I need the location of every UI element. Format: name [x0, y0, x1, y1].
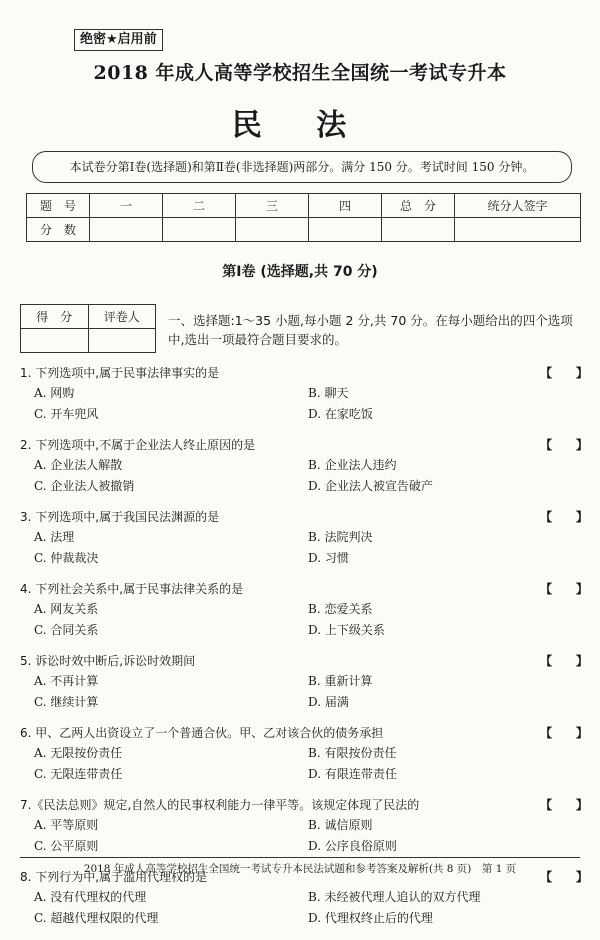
question — [0, 364, 600, 436]
score-table-cell: 总 分 — [382, 194, 455, 218]
exam-notice: 本试卷分第Ⅰ卷(选择题)和第Ⅱ卷(非选择题)两部分。满分 150 分。考试时间 150 分钟。 — [32, 151, 572, 183]
score-blank-cell[interactable] — [90, 218, 163, 242]
option-c: C. 超越代理权限的代理 — [34, 911, 159, 925]
option-c: C. 合同关系 — [34, 623, 99, 637]
option-b: B. 未经被代理人追认的双方代理 — [308, 890, 481, 904]
option-d: D. 届满 — [308, 695, 349, 709]
part-title: 第Ⅰ卷 (选择题,共 70 分) — [222, 264, 378, 280]
score-table-score-row — [27, 218, 581, 242]
score-table-cell: 三 — [236, 194, 309, 218]
question — [0, 436, 600, 508]
question-stem: 5. 诉讼时效中断后,诉讼时效期间 — [20, 654, 196, 668]
question — [0, 580, 600, 652]
score-blank-cell[interactable] — [309, 218, 382, 242]
question — [0, 508, 600, 580]
answer-bracket[interactable]: 【 】 — [540, 726, 589, 740]
option-a: A. 企业法人解散 — [34, 458, 123, 472]
score-table-cell: 二 — [163, 194, 236, 218]
score-table-cell: 四 — [309, 194, 382, 218]
option-a: A. 法理 — [34, 530, 75, 544]
option-b: B. 重新计算 — [308, 674, 373, 688]
section-instruction: 一、选择题:1～35 小题,每小题 2 分,共 70 分。在每小题给出的四个选项中,选出一项最符合题目要求的。 — [168, 313, 573, 347]
option-c: C. 无限连带责任 — [34, 767, 123, 781]
answer-bracket[interactable]: 【 】 — [540, 438, 589, 452]
score-table — [26, 193, 581, 242]
answer-bracket[interactable]: 【 】 — [540, 654, 589, 668]
option-a: A. 平等原则 — [34, 818, 99, 832]
option-d: D. 公序良俗原则 — [308, 839, 397, 853]
question-stem: 4. 下列社会关系中,属于民事法律关系的是 — [20, 582, 244, 596]
option-d: D. 企业法人被宣告破产 — [308, 479, 433, 493]
option-a: A. 网购 — [34, 386, 75, 400]
question — [0, 652, 600, 724]
question-stem: 6. 甲、乙两人出资设立了一个普通合伙。甲、乙对该合伙的债务承担 — [20, 726, 384, 740]
grader-blank-cell[interactable] — [21, 329, 89, 353]
score-table-cell: 分 数 — [27, 218, 90, 242]
confidential-label: 绝密★启用前 — [74, 29, 163, 51]
option-b: B. 法院判决 — [308, 530, 373, 544]
question-list — [0, 364, 600, 940]
question-stem: 7.《民法总则》规定,自然人的民事权利能力一律平等。该规定体现了民法的 — [20, 798, 420, 812]
question-stem: 2. 下列选项中,不属于企业法人终止原因的是 — [20, 438, 256, 452]
answer-bracket[interactable]: 【 】 — [540, 870, 589, 884]
option-a: A. 没有代理权的代理 — [34, 890, 147, 904]
option-a: A. 网友关系 — [34, 602, 99, 616]
question-stem: 8. 下列行为中,属于滥用代理权的是 — [20, 870, 208, 884]
question-stem: 1. 下列选项中,属于民事法律事实的是 — [20, 366, 220, 380]
score-blank-cell[interactable] — [455, 218, 581, 242]
score-table-cell: 统分人签字 — [455, 194, 581, 218]
score-blank-cell[interactable] — [236, 218, 309, 242]
option-c: C. 公平原则 — [34, 839, 99, 853]
answer-bracket[interactable]: 【 】 — [540, 798, 589, 812]
score-blank-cell[interactable] — [163, 218, 236, 242]
option-d: D. 有限连带责任 — [308, 767, 397, 781]
question-stem: 3. 下列选项中,属于我国民法渊源的是 — [20, 510, 220, 524]
grader-table — [20, 304, 156, 353]
option-d: D. 上下级关系 — [308, 623, 385, 637]
option-b: B. 诚信原则 — [308, 818, 373, 832]
option-c: C. 仲裁裁决 — [34, 551, 99, 565]
option-b: B. 企业法人违约 — [308, 458, 397, 472]
option-c: C. 企业法人被撤销 — [34, 479, 135, 493]
option-d: D. 习惯 — [308, 551, 349, 565]
option-b: B. 聊天 — [308, 386, 349, 400]
question — [0, 868, 600, 940]
page-footer: 2018 年成人高等学校招生全国统一考试专升本民法试题和参考答案及解析(共 8 页) 第 1 页 — [20, 857, 580, 876]
option-b: B. 恋爱关系 — [308, 602, 373, 616]
option-d: D. 在家吃饭 — [308, 407, 373, 421]
score-blank-cell[interactable] — [382, 218, 455, 242]
exam-title: 2018 年成人高等学校招生全国统一考试专升本 — [93, 62, 507, 84]
option-d: D. 代理权终止后的代理 — [308, 911, 433, 925]
subject-title: 民 法 — [231, 108, 369, 143]
score-table-cell: 一 — [90, 194, 163, 218]
grader-score-label: 得 分 — [21, 305, 89, 329]
answer-bracket[interactable]: 【 】 — [540, 366, 589, 380]
answer-bracket[interactable]: 【 】 — [540, 582, 589, 596]
option-a: A. 无限按份责任 — [34, 746, 123, 760]
option-b: B. 有限按份责任 — [308, 746, 397, 760]
answer-bracket[interactable]: 【 】 — [540, 510, 589, 524]
option-c: C. 开车兜风 — [34, 407, 99, 421]
option-c: C. 继续计算 — [34, 695, 99, 709]
option-a: A. 不再计算 — [34, 674, 99, 688]
question — [0, 724, 600, 796]
grader-blank-cell[interactable] — [88, 329, 156, 353]
score-table-cell: 题 号 — [27, 194, 90, 218]
grader-reviewer-label: 评卷人 — [88, 305, 156, 329]
score-table-header-row — [27, 194, 581, 218]
